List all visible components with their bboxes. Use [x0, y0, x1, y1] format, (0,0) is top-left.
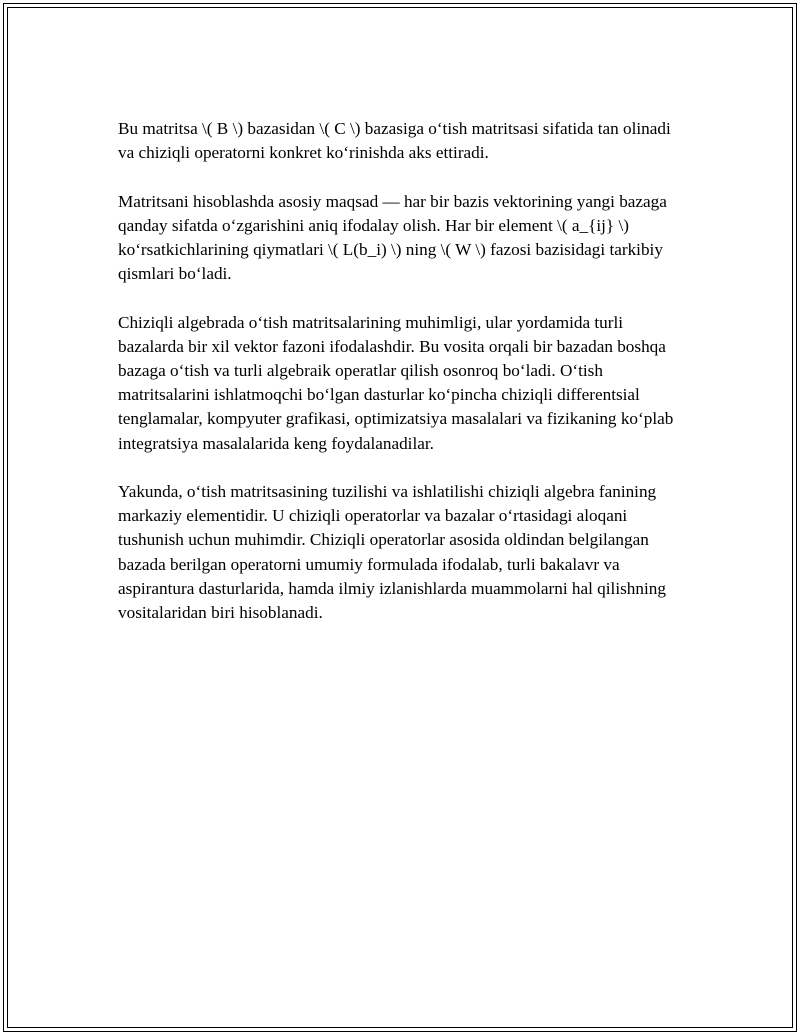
paragraph-1: Bu matritsa \( B \) bazasidan \( C \) bazasiga o‘tish matritsasi sifatida tan olinadi va chiziqli operatorni konkret ko‘rinishda aks ettiradi.: [118, 119, 671, 163]
paragraph-4: Yakunda, o‘tish matritsasining tuzilishi va ishlatilishi chiziqli algebra fanining markaziy elementidir. U chiziqli operatorlar va bazalar o‘rtasidagi aloqani tushunish uchun muhimdir. Chiziqli operatorlar asosida oldindan belgilangan bazada berilgan operatorni umumiy formulada ifodalab, turli bakalavr va aspirantura dasturlarida, hamda ilmiy izlanishlarda muammolarni hal qilishning vositalaridan biri hisoblanadi.: [118, 482, 666, 623]
paragraph-3: Chiziqli algebrada o‘tish matritsalarining muhimligi, ular yordamida turli bazalarda bir xil vektor fazoni ifodalashdir. Bu vosita orqali bir bazadan boshqa bazaga o‘tish va turli algebraik operatlar qilish osonroq bo‘ladi. O‘tish matritsalarini ishlatmoqchi bo‘lgan dasturlar ko‘pincha chiziqli differentsial tenglamalar, kompyuter grafikasi, optimizatsiya masalalari va fizikaning ko‘plab integratsiya masalalarida keng foydalanadilar.: [118, 312, 674, 453]
paragraph-2: Matritsani hisoblashda asosiy maqsad — har bir bazis vektorining yangi bazaga qanday sifatda o‘zgarishini aniq ifodalay olish. Har bir element \( a_{ij} \) ko‘rsatkichlarining qiymatlari \( L(b_i) \) ning \( W \) fazosi bazisidagi tarkibiy qismlari bo‘ladi.: [118, 191, 667, 284]
document-body: [118, 117, 678, 649]
